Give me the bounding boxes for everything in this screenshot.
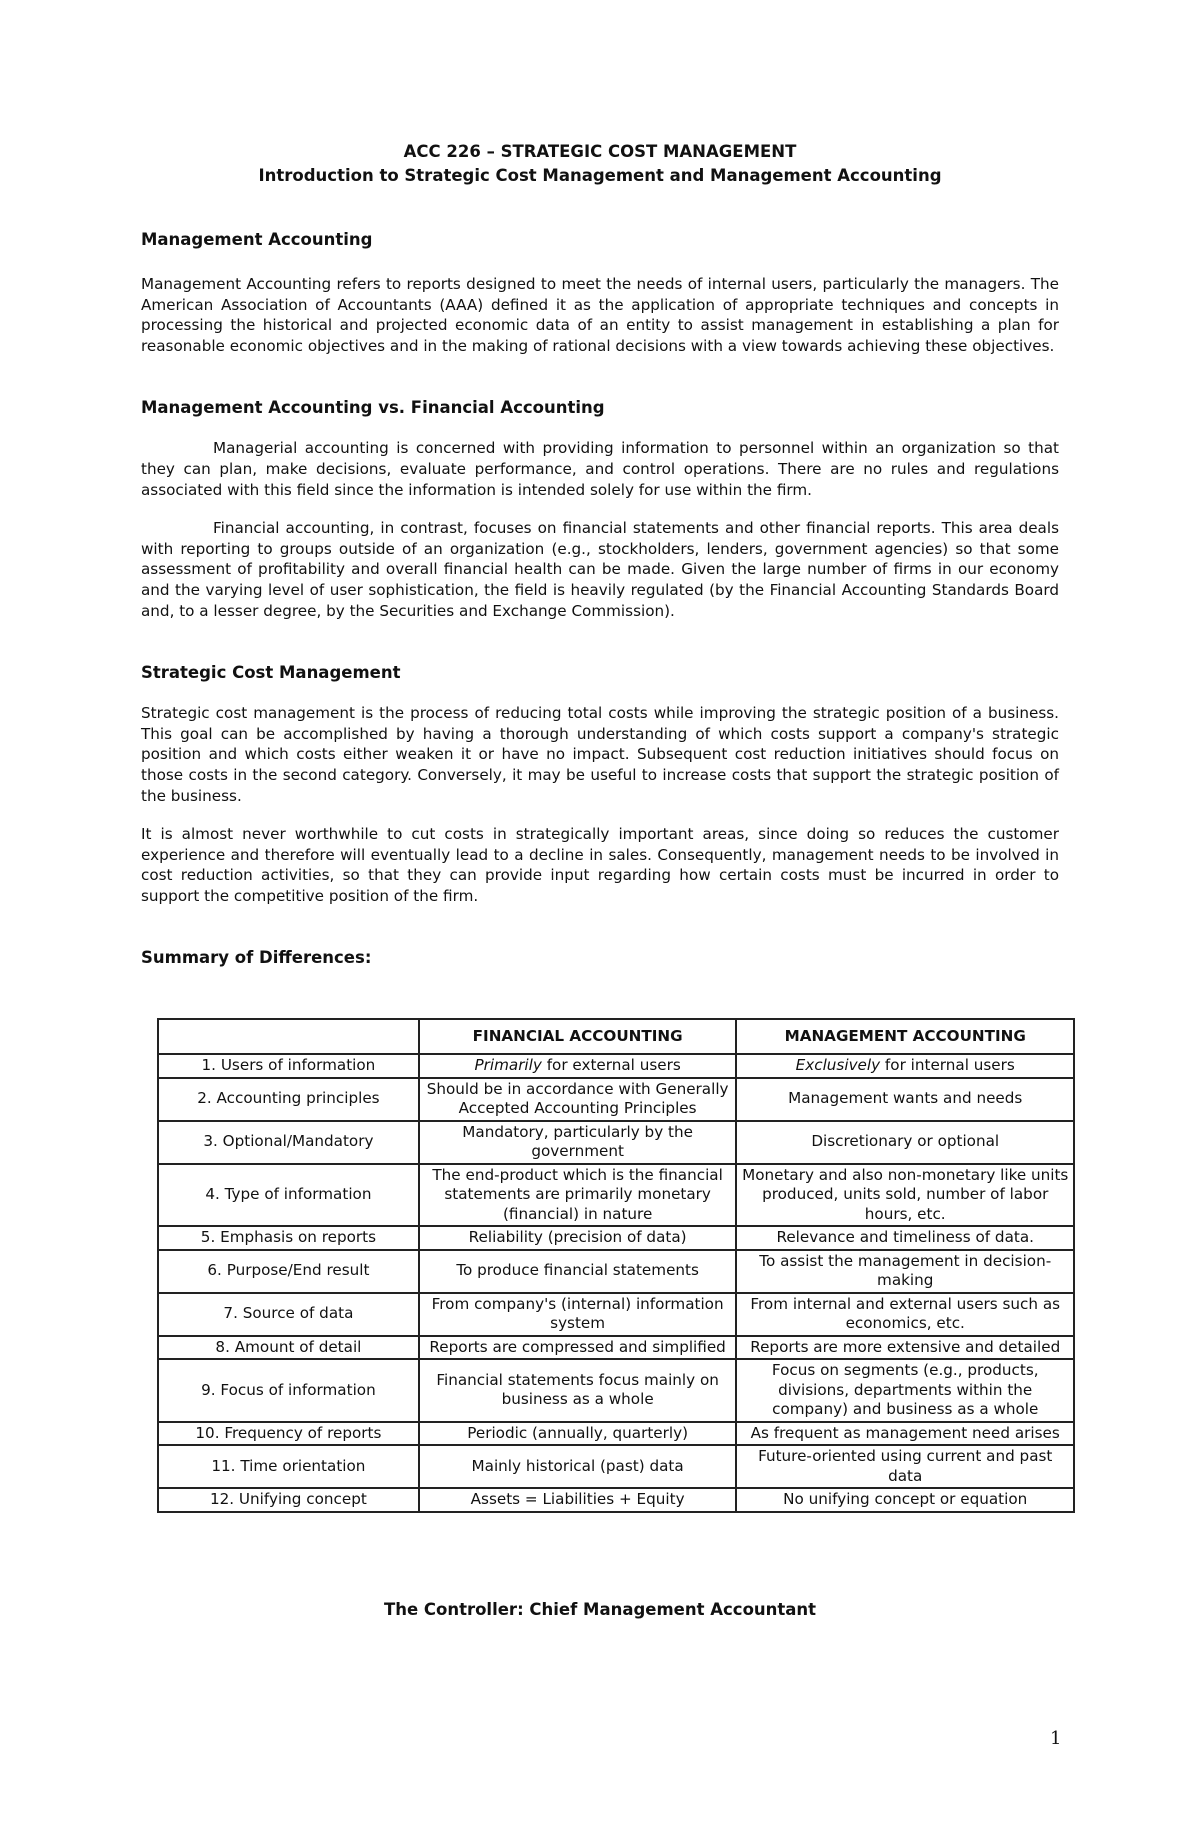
- table-row: [158, 1359, 1074, 1422]
- document-body: [141, 140, 1059, 970]
- management-cell: Relevance and timeliness of data.: [736, 1226, 1074, 1250]
- heading-summary-of-differences: Summary of Differences:: [141, 948, 372, 968]
- table-row: [158, 1250, 1074, 1293]
- table-row: [158, 1054, 1074, 1078]
- table-row: [158, 1164, 1074, 1227]
- financial-cell: From company's (internal) information system: [419, 1293, 737, 1336]
- financial-cell: Financial statements focus mainly on business as a whole: [419, 1359, 737, 1422]
- row-label: 3. Optional/Mandatory: [158, 1121, 419, 1164]
- management-cell: Future-oriented using current and past data: [736, 1445, 1074, 1488]
- financial-cell: Periodic (annually, quarterly): [419, 1422, 737, 1446]
- row-label: 12. Unifying concept: [158, 1488, 419, 1512]
- row-label: 8. Amount of detail: [158, 1336, 419, 1360]
- management-cell: From internal and external users such as economics, etc.: [736, 1293, 1074, 1336]
- table-header-financial: FINANCIAL ACCOUNTING: [419, 1019, 737, 1054]
- emphasis-text: Exclusively: [795, 1056, 881, 1074]
- differences-table: [157, 1018, 1075, 1513]
- financial-cell: Mainly historical (past) data: [419, 1445, 737, 1488]
- table-header-management: MANAGEMENT ACCOUNTING: [736, 1019, 1074, 1054]
- table-row: [158, 1078, 1074, 1121]
- management-cell: No unifying concept or equation: [736, 1488, 1074, 1512]
- management-cell: To assist the management in decision-making: [736, 1250, 1074, 1293]
- table-row: [158, 1121, 1074, 1164]
- management-cell: [736, 1054, 1074, 1078]
- paragraph-scm-1: Strategic cost management is the process of reducing total costs while improving the strategic position of a business. This goal can be accomplished by having a thorough understanding of which costs support a company's strategic position and which costs either weaken it or have no impact. Subsequent cost reduction initiatives should focus on those costs in the second category. Conversely, it may be useful to increase costs that support the strategic position of the business.: [141, 704, 1059, 805]
- table-row: [158, 1422, 1074, 1446]
- heading-mgmt-vs-fin: Management Accounting vs. Financial Accounting: [141, 398, 605, 418]
- table-row: [158, 1336, 1074, 1360]
- financial-cell: Assets = Liabilities + Equity: [419, 1488, 737, 1512]
- financial-cell: [419, 1054, 737, 1078]
- differences-table-wrapper: [141, 1000, 1069, 1513]
- cell-text: for internal users: [880, 1056, 1015, 1074]
- row-label: 11. Time orientation: [158, 1445, 419, 1488]
- paragraph-management-accounting: Management Accounting refers to reports designed to meet the needs of internal users, particularly the managers. The American Association of Accountants (AAA) defined it as the application of appropriate techniques and concepts in processing the historical and projected economic data of an entity to assist management in establishing a plan for reasonable economic objectives and in the making of rational decisions with a view towards achieving these objectives.: [141, 275, 1059, 355]
- row-label: 10. Frequency of reports: [158, 1422, 419, 1446]
- table-header-row: [158, 1019, 1074, 1054]
- paragraph-scm-2: It is almost never worthwhile to cut costs in strategically important areas, since doing so reduces the customer experience and therefore will eventually lead to a decline in sales. Consequently, management needs to be involved in cost reduction activities, so that they can provide input regarding how certain costs must be incurred in order to support the competitive position of the firm.: [141, 825, 1059, 905]
- emphasis-text: Primarily: [474, 1056, 542, 1074]
- heading-strategic-cost-management: Strategic Cost Management: [141, 663, 401, 683]
- financial-cell: To produce financial statements: [419, 1250, 737, 1293]
- paragraph-financial-accounting: Financial accounting, in contrast, focuses on financial statements and other financial reports. This area deals with reporting to groups outside of an organization (e.g., stockholders, lenders, government agencies) so that some assessment of profitability and overall financial health can be made. Given the large number of firms in our economy and the varying level of user sophistication, the field is heavily regulated (by the Financial Accounting Standards Board and, to a lesser degree, by the Securities and Exchange Commission).: [141, 519, 1059, 620]
- table-header-empty: [158, 1019, 419, 1054]
- management-cell: Focus on segments (e.g., products, divisions, departments within the company) and business as a whole: [736, 1359, 1074, 1422]
- table-row: [158, 1488, 1074, 1512]
- row-label: 6. Purpose/End result: [158, 1250, 419, 1293]
- financial-cell: Reliability (precision of data): [419, 1226, 737, 1250]
- table-row: [158, 1445, 1074, 1488]
- row-label: 1. Users of information: [158, 1054, 419, 1078]
- management-cell: Discretionary or optional: [736, 1121, 1074, 1164]
- cell-text: for external users: [541, 1056, 681, 1074]
- heading-controller: The Controller: Chief Management Accountant: [383, 1600, 817, 1619]
- document-subtitle: Introduction to Strategic Cost Management and Management Accounting: [258, 166, 942, 185]
- financial-cell: Should be in accordance with Generally Accepted Accounting Principles: [419, 1078, 737, 1121]
- financial-cell: Reports are compressed and simplified: [419, 1336, 737, 1360]
- management-cell: Management wants and needs: [736, 1078, 1074, 1121]
- table-row: [158, 1293, 1074, 1336]
- course-title: ACC 226 – STRATEGIC COST MANAGEMENT: [403, 142, 797, 161]
- management-cell: As frequent as management need arises: [736, 1422, 1074, 1446]
- management-cell: Reports are more extensive and detailed: [736, 1336, 1074, 1360]
- row-label: 9. Focus of information: [158, 1359, 419, 1422]
- financial-cell: The end-product which is the financial statements are primarily monetary (financial) in nature: [419, 1164, 737, 1227]
- management-cell: Monetary and also non-monetary like units produced, units sold, number of labor hours, etc.: [736, 1164, 1074, 1227]
- paragraph-managerial-accounting: Managerial accounting is concerned with providing information to personnel within an organization so that they can plan, make decisions, evaluate performance, and control operations. There are no rules and regulations associated with this field since the information is intended solely for use within the firm.: [141, 439, 1059, 499]
- row-label: 2. Accounting principles: [158, 1078, 419, 1121]
- row-label: 7. Source of data: [158, 1293, 419, 1336]
- row-label: 4. Type of information: [158, 1164, 419, 1227]
- page-number: 1: [1050, 1728, 1062, 1749]
- row-label: 5. Emphasis on reports: [158, 1226, 419, 1250]
- financial-cell: Mandatory, particularly by the government: [419, 1121, 737, 1164]
- heading-management-accounting: Management Accounting: [141, 230, 373, 249]
- table-row: [158, 1226, 1074, 1250]
